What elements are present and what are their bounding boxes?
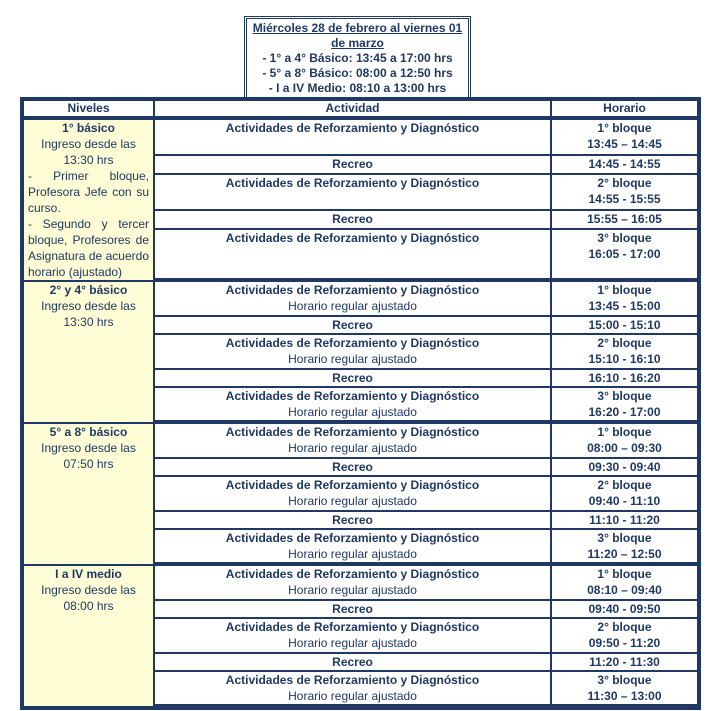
activity-cell bbox=[154, 476, 551, 511]
time-range: 15:00 - 15:10 bbox=[588, 318, 661, 332]
time-range: 13:45 - 15:00 bbox=[588, 299, 661, 313]
table-row bbox=[23, 565, 698, 600]
table-row bbox=[23, 119, 698, 155]
activity-cell bbox=[154, 653, 551, 671]
activity-cell bbox=[154, 565, 551, 600]
activity-title: Actividades de Reforzamiento y Diagnóstico bbox=[225, 121, 480, 135]
activity-cell bbox=[154, 423, 551, 458]
horario-cell bbox=[551, 600, 698, 618]
block-label: 3° bloque bbox=[597, 389, 652, 403]
level-note: - Segundo y tercer bloque, Profesores de Asignatura de acuerdo horario (ajustado) bbox=[28, 217, 149, 279]
activity-cell bbox=[154, 174, 551, 210]
time-range: 11:30 – 13:00 bbox=[587, 689, 662, 703]
horario-cell bbox=[551, 476, 698, 511]
activity-cell bbox=[154, 316, 551, 334]
block-label: 3° bloque bbox=[597, 531, 652, 545]
horario-cell bbox=[551, 369, 698, 387]
schedule-header bbox=[244, 16, 471, 97]
horario-cell bbox=[551, 174, 698, 210]
activity-title: Recreo bbox=[332, 655, 373, 669]
block-label: 2° bloque bbox=[597, 336, 652, 350]
activity-title: Recreo bbox=[332, 156, 373, 171]
time-range: 16:10 - 16:20 bbox=[588, 371, 661, 385]
horario-cell bbox=[551, 281, 698, 316]
activity-title: Actividades de Reforzamiento y Diagnóstico bbox=[225, 336, 480, 350]
time-range: 11:20 - 11:30 bbox=[589, 655, 660, 669]
activity-subtitle: Horario regular ajustado bbox=[288, 636, 417, 650]
time-range: 13:45 – 14:45 bbox=[587, 137, 662, 151]
activity-title: Actividades de Reforzamiento y Diagnóstico bbox=[225, 567, 480, 581]
activity-title: Actividades de Reforzamiento y Diagnóstico bbox=[225, 673, 480, 687]
activity-title: Recreo bbox=[332, 602, 373, 616]
activity-title: Actividades de Reforzamiento y Diagnóstico bbox=[225, 620, 480, 634]
activity-cell bbox=[154, 334, 551, 369]
activity-title: Recreo bbox=[332, 513, 373, 527]
activity-title: Actividades de Reforzamiento y Diagnóstico bbox=[225, 425, 480, 439]
header-title: Miércoles 28 de febrero al viernes 01 de marzo bbox=[252, 21, 463, 50]
time-range: 09:50 - 11:20 bbox=[588, 636, 661, 650]
activity-title: Recreo bbox=[332, 318, 373, 332]
block-label: 3° bloque bbox=[597, 230, 652, 245]
block-label: 1° bloque bbox=[597, 425, 652, 439]
activity-title: Recreo bbox=[332, 460, 373, 474]
horario-cell bbox=[551, 511, 698, 529]
activity-subtitle: Horario regular ajustado bbox=[288, 494, 417, 508]
level-ingreso: Ingreso desde las 07:50 hrs bbox=[41, 441, 136, 471]
block-label: 3° bloque bbox=[597, 673, 652, 687]
column-header-niveles: Niveles bbox=[23, 100, 154, 119]
time-range: 15:10 - 16:10 bbox=[588, 352, 661, 366]
activity-cell bbox=[154, 671, 551, 707]
level-name: I a IV medio bbox=[55, 567, 122, 581]
horario-cell bbox=[551, 671, 698, 707]
block-label: 2° bloque bbox=[597, 478, 652, 492]
time-range: 08:10 – 09:40 bbox=[587, 583, 662, 597]
schedule-body bbox=[23, 119, 698, 707]
time-range: 09:40 - 11:10 bbox=[588, 494, 661, 508]
activity-cell bbox=[154, 281, 551, 316]
level-note: - Primer bloque, Profesora Jefe con su curso. bbox=[28, 169, 149, 215]
time-range: 16:20 - 17:00 bbox=[588, 405, 661, 419]
activity-cell bbox=[154, 210, 551, 228]
activity-subtitle: Horario regular ajustado bbox=[288, 441, 417, 455]
column-header-horario: Horario bbox=[551, 100, 698, 119]
level-cell bbox=[23, 119, 154, 281]
horario-cell bbox=[551, 565, 698, 600]
block-label: 1° bloque bbox=[597, 567, 652, 581]
column-header-actividad: Actividad bbox=[154, 100, 551, 119]
horario-cell bbox=[551, 210, 698, 228]
activity-subtitle: Horario regular ajustado bbox=[288, 352, 417, 366]
activity-cell bbox=[154, 387, 551, 423]
block-label: 1° bloque bbox=[597, 283, 652, 297]
activity-title: Recreo bbox=[332, 212, 373, 227]
block-label: 2° bloque bbox=[597, 620, 652, 634]
table-row bbox=[23, 423, 698, 458]
schedule-table bbox=[20, 97, 701, 710]
activity-title: Actividades de Reforzamiento y Diagnóstico bbox=[225, 478, 480, 492]
horario-cell bbox=[551, 155, 698, 174]
activity-cell bbox=[154, 618, 551, 653]
time-range: 11:20 – 12:50 bbox=[587, 547, 662, 561]
time-range: 16:05 - 17:00 bbox=[588, 246, 661, 261]
activity-title: Actividades de Reforzamiento y Diagnóstico bbox=[225, 531, 480, 545]
activity-cell bbox=[154, 155, 551, 174]
time-range: 09:40 - 09:50 bbox=[588, 602, 661, 616]
horario-cell bbox=[551, 119, 698, 155]
time-range: 08:00 – 09:30 bbox=[587, 441, 662, 455]
activity-title: Actividades de Reforzamiento y Diagnóstico bbox=[225, 389, 480, 403]
horario-cell bbox=[551, 458, 698, 476]
block-label: 2° bloque bbox=[597, 176, 652, 191]
time-range: 14:55 - 15:55 bbox=[588, 192, 661, 207]
activity-title: Actividades de Reforzamiento y Diagnóstico bbox=[225, 283, 480, 297]
activity-cell bbox=[154, 511, 551, 529]
level-ingreso: Ingreso desde las 08:00 hrs bbox=[41, 583, 136, 613]
activity-title: Actividades de Reforzamiento y Diagnóstico bbox=[225, 230, 480, 245]
activity-subtitle: Horario regular ajustado bbox=[288, 583, 417, 597]
horario-cell bbox=[551, 618, 698, 653]
block-label: 1° bloque bbox=[597, 121, 652, 135]
level-ingreso: Ingreso desde las 13:30 hrs bbox=[41, 137, 136, 167]
activity-cell bbox=[154, 458, 551, 476]
level-cell bbox=[23, 565, 154, 707]
activity-cell bbox=[154, 529, 551, 565]
time-range: 15:55 – 16:05 bbox=[587, 212, 662, 227]
activity-subtitle: Horario regular ajustado bbox=[288, 689, 417, 703]
activity-subtitle: Horario regular ajustado bbox=[288, 405, 417, 419]
level-ingreso: Ingreso desde las 13:30 hrs bbox=[41, 299, 136, 329]
activity-cell bbox=[154, 600, 551, 618]
activity-cell bbox=[154, 229, 551, 281]
activity-title: Recreo bbox=[332, 371, 373, 385]
horario-cell bbox=[551, 316, 698, 334]
header-line: - I a IV Medio: 08:10 a 13:00 hrs bbox=[268, 81, 447, 95]
level-cell bbox=[23, 281, 154, 423]
horario-cell bbox=[551, 529, 698, 565]
table-row bbox=[23, 281, 698, 316]
horario-cell bbox=[551, 229, 698, 281]
activity-cell bbox=[154, 369, 551, 387]
time-range: 14:45 - 14:55 bbox=[588, 156, 661, 171]
horario-cell bbox=[551, 423, 698, 458]
level-name: 2° y 4° básico bbox=[49, 283, 128, 297]
level-name: 1° básico bbox=[62, 121, 115, 135]
header-line: - 1° a 4° Básico: 13:45 a 17:00 hrs bbox=[262, 51, 453, 65]
header-line: - 5° a 8° Básico: 08:00 a 12:50 hrs bbox=[262, 66, 453, 80]
level-cell bbox=[23, 423, 154, 565]
activity-cell bbox=[154, 119, 551, 155]
time-range: 09:30 - 09:40 bbox=[588, 460, 661, 474]
horario-cell bbox=[551, 653, 698, 671]
time-range: 11:10 - 11:20 bbox=[589, 513, 660, 527]
activity-subtitle: Horario regular ajustado bbox=[288, 547, 417, 561]
level-name: 5° a 8° básico bbox=[49, 425, 128, 439]
activity-subtitle: Horario regular ajustado bbox=[288, 299, 417, 313]
horario-cell bbox=[551, 334, 698, 369]
activity-title: Actividades de Reforzamiento y Diagnóstico bbox=[225, 176, 480, 191]
horario-cell bbox=[551, 387, 698, 423]
